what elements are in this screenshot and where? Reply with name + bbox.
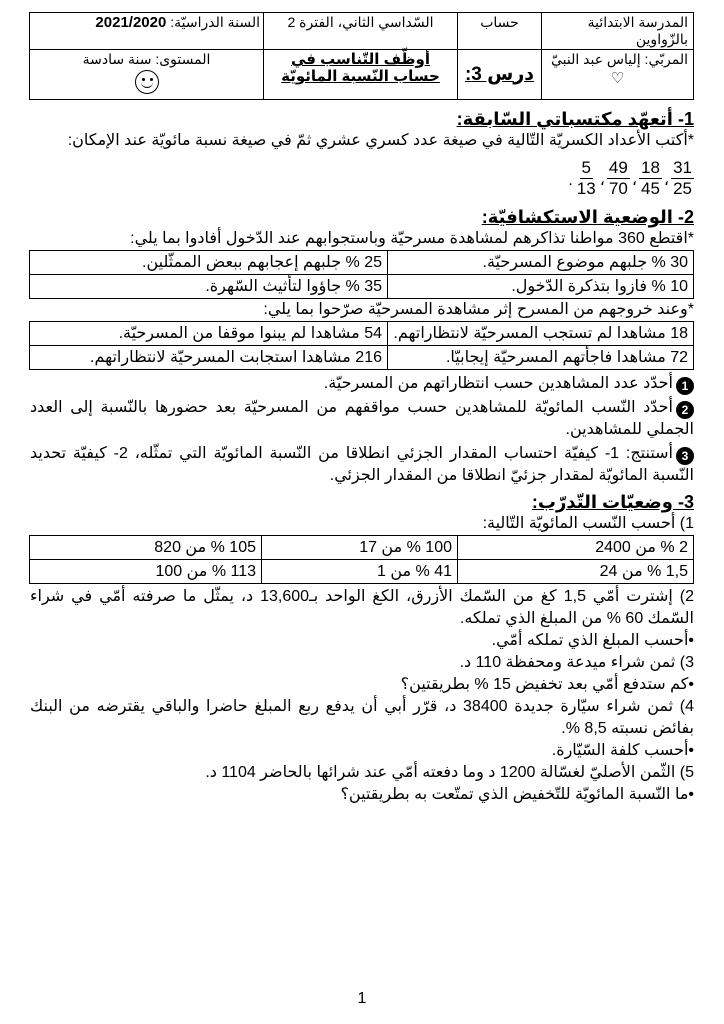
worksheet-page	[30, 12, 694, 806]
lesson-number-cell	[458, 50, 542, 100]
table-cell: 100 % من 17	[262, 536, 458, 560]
heart-icon: ♡	[610, 70, 625, 87]
entry-survey-table	[29, 250, 694, 299]
table-cell: 2 % من 2400	[458, 536, 694, 560]
exercise-2-question: •أحسب المبلغ الذي تملكه أمّي.	[491, 632, 694, 649]
table-cell: 18 مشاهدا لم تستجب المسرحيّة لانتظاراتهم.	[388, 322, 694, 346]
percentages-table	[29, 535, 694, 584]
lesson-number: درس 3:	[464, 63, 535, 85]
exercise-1: 1) أحسب النّسب المائويّة التّالية:	[482, 515, 694, 532]
fraction-1: $\frac{5}{13}$	[576, 157, 596, 198]
number-3-icon: 3	[676, 447, 694, 465]
question-1: 1أحدّد عدد المشاهدين حسب انتظاراتهم من المسرحيّة.	[30, 373, 694, 395]
school-year-cell	[30, 13, 264, 50]
table-cell: 54 مشاهدا لم يبنوا موقفا من المسرحيّة.	[30, 322, 388, 346]
question-2: 2أحدّد النّسب المائويّة للمشاهدين حسب مواقفهم من المسرحيّة بعد حضورها بالنّسبة إلى العدد الجملي للمشاهدين.	[30, 399, 694, 438]
section-2-after: *وعند خروجهم من المسرح إثر مشاهدة المسرحيّة صرّحوا بما يلي:	[263, 301, 694, 318]
exercise-5-question: •ما النّسبة المائويّة للتّخفيض الذي تمتّعت به بطريقتين؟	[340, 786, 694, 803]
section-2-title: 2- الوضعية الاستكشافيّة:	[481, 207, 694, 227]
exercise-4-question: •أحسب كلفة السّيّارة.	[551, 742, 694, 759]
page-number: 1	[357, 990, 367, 1007]
exercise-3: 3) ثمن شراء ميدعة ومحفظة 110 د.	[459, 654, 694, 671]
exit-survey-table	[29, 321, 694, 370]
section-1-instruction: *أكتب الأعداد الكسريّة التّالية في صيغة عدد كسري عشري ثمّ في صيغة نسبة مائويّة عند الإمكان:	[67, 132, 694, 149]
school-year-label: السنة الدراسيّة:	[170, 14, 260, 30]
fraction-2: $\frac{49}{70}$	[608, 157, 628, 198]
section-2-intro: *اقتطع 360 مواطنا تذاكرهم لمشاهدة مسرحيّة وباستجوابهم عند الدّخول أفادوا بما يلي:	[130, 230, 694, 247]
table-cell: 113 % من 100	[30, 560, 262, 584]
table-cell: 72 مشاهدا فاجأتهم المسرحيّة إيجابيّا.	[388, 346, 694, 370]
table-cell: 41 % من 1	[262, 560, 458, 584]
question-3: 3أستنتج: 1- كيفيّة احتساب المقدار الجزئي انطلاقا من النّسبة المائويّة التي تمثّله، 2- كيفيّة تحديد النّسبة المائويّة لمقدار جزئيّ انطلاقا من المقدار الجزئي.	[30, 445, 694, 484]
level-cell	[30, 50, 264, 100]
semester-info: السّداسي الثاني، الفترة 2	[264, 13, 458, 50]
table-cell: 25 % جلبهم إعجابهم ببعض الممثّلين.	[30, 251, 388, 275]
exercise-3-question: •كم ستدفع أمّي بعد تخفيض 15 % بطريقتين؟	[400, 676, 694, 693]
subject-name: حساب	[458, 13, 542, 50]
school-name: المدرسة الابتدائية بالزّواوين	[542, 13, 694, 50]
header-table	[29, 12, 694, 100]
number-1-icon: 1	[676, 377, 694, 395]
fraction-4: $\frac{31}{25}$	[673, 157, 692, 198]
fractions-row: . $\frac{5}{13}$ ، $\frac{49}{70}$ ، $\frac{18}{45}$ ، $\frac{31}{25}$	[568, 157, 692, 198]
table-cell: 30 % جلبهم موضوع المسرحيّة.	[388, 251, 694, 275]
section-1-title: 1- أتعهّد مكتسباتي السّابقة:	[456, 109, 694, 129]
section-3-title: 3- وضعيّات التّدرّب:	[531, 492, 694, 512]
table-cell: 10 % فازوا بتذكرة الدّخول.	[388, 275, 694, 299]
teacher-cell	[542, 50, 694, 100]
table-cell: 1,5 % من 24	[458, 560, 694, 584]
exercise-2: 2) إشترت أمّي 1,5 كغ من السّمك الأزرق، الكغ الواحد بـ13,600 د، يمثّل ما صرفته أمّي في شراء السّمك 60 % من المبلغ الذي تملكه.	[30, 588, 695, 627]
smiley-icon	[135, 70, 159, 94]
table-cell: 35 % جاؤوا لتأثيث السّهرة.	[30, 275, 388, 299]
fraction-3: $\frac{18}{45}$	[640, 157, 660, 198]
lesson-title: أوظّف التّناسب في حساب النّسبة المائويّة	[264, 50, 458, 100]
exercise-4: 4) ثمن شراء سيّارة جديدة 38400 د، قرّر أبي أن يدفع ربع المبلغ حاضرا والباقي يقترضه من البنك بفائض نسبته 8,5 %.	[30, 698, 695, 737]
table-cell: 105 % من 820	[30, 536, 262, 560]
exercise-5: 5) الثّمن الأصليّ لغسّالة 1200 د وما دفعته أمّي عند شرائها بالحاضر 1104 د.	[205, 764, 694, 781]
number-2-icon: 2	[676, 401, 694, 419]
table-cell: 216 مشاهدا استجابت المسرحيّة لانتظاراتهم.	[30, 346, 388, 370]
teacher-name: المربّي: إلياس عبد النبيّ	[550, 51, 688, 67]
school-year: 2021/2020	[95, 14, 167, 31]
level-text: المستوى: سنة سادسة	[82, 51, 211, 67]
